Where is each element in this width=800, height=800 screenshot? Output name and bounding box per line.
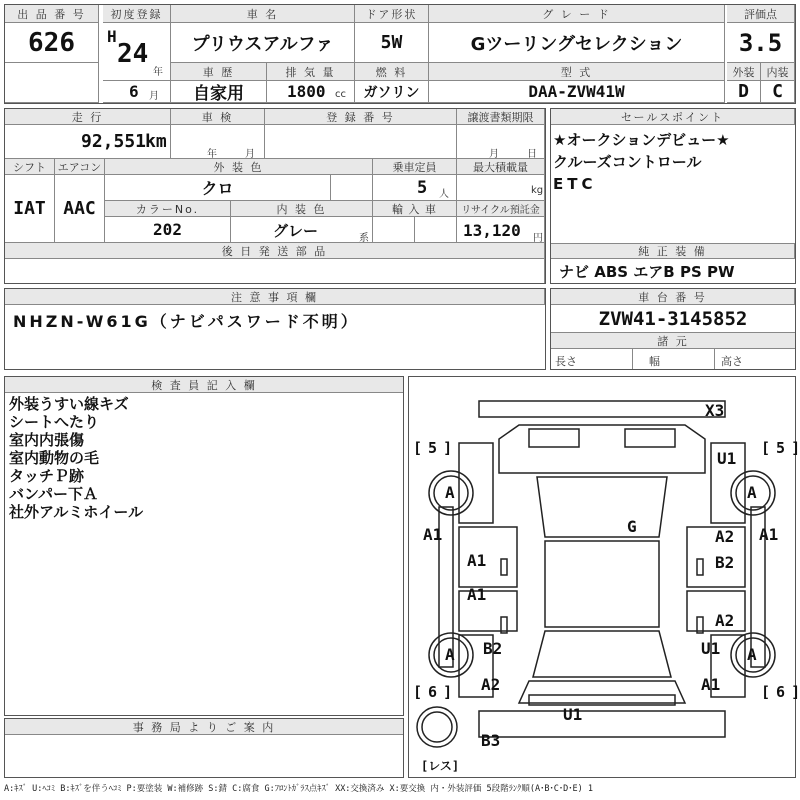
- inspector-line: シートへたり: [9, 413, 100, 431]
- grade: Gツーリングセレクション: [429, 23, 725, 63]
- tailgate-outline: [519, 681, 685, 703]
- interior-grade: C: [761, 81, 795, 103]
- rear-glass-outline: [533, 631, 671, 677]
- equipment: ナビ ABS エアB PS PW: [559, 263, 735, 281]
- spare-status: レス: [428, 759, 452, 773]
- inspection-cell: [171, 125, 265, 159]
- displacement-label: 排 気 量: [267, 63, 355, 81]
- dims-label: 諸 元: [551, 333, 795, 349]
- reg-no-label: 登 録 番 号: [265, 109, 457, 125]
- color-no: 202: [105, 217, 231, 243]
- wheel-mark-fl: A: [445, 483, 455, 502]
- later-parts-label: 後 日 発 送 部 品: [5, 243, 545, 259]
- model: DAA-ZVW41W: [429, 81, 725, 103]
- car-name-label: 車 名: [171, 5, 355, 23]
- recycle-cell: [457, 217, 545, 243]
- height-cell: [715, 349, 795, 369]
- car-name: プリウスアルファ: [171, 23, 355, 63]
- ac: AAC: [55, 175, 105, 243]
- tire-fl-bracket: [ 5 ]: [413, 439, 453, 457]
- ac-label: エアコン: [55, 159, 105, 175]
- inspector-line: 社外アルミホイール: [9, 503, 144, 521]
- import-cell-2: [415, 217, 457, 243]
- inspector-line: バンパー下Ａ: [9, 485, 98, 503]
- tire-fl: 5: [428, 439, 438, 457]
- fuel-label: 燃 料: [355, 63, 429, 81]
- right-mirror: [697, 559, 703, 575]
- chassis-number: ZVW41-3145852: [551, 305, 795, 333]
- displacement-unit: cc: [335, 89, 346, 100]
- damage-mark: A2: [481, 675, 501, 694]
- ext-color-extra: [331, 175, 373, 201]
- damage-mark: A1: [701, 675, 721, 694]
- max-load-label: 最大積載量: [457, 159, 545, 175]
- int-color-unit: 系: [359, 233, 369, 243]
- history-label: 車 歴: [171, 63, 267, 81]
- notes-label: 注 意 事 項 欄: [5, 289, 545, 305]
- damage-mark: U1: [563, 705, 583, 724]
- damage-mark: X3: [705, 401, 725, 420]
- max-load-cell: [457, 175, 545, 201]
- mileage-cell: [5, 125, 171, 159]
- damage-mark: A1: [467, 551, 487, 570]
- interior-label: 内装: [761, 63, 795, 81]
- displacement-cell: [267, 81, 355, 103]
- damage-mark: A1: [759, 525, 779, 544]
- recycle-unit: 円: [533, 233, 543, 243]
- tire-rr: 6: [776, 683, 786, 701]
- shift: IAT: [5, 175, 55, 243]
- mileage: 92,551: [81, 131, 147, 152]
- first-reg-month: 6: [129, 82, 139, 101]
- int-color-label: 内 装 色: [231, 201, 373, 217]
- legend: A:ｷｽﾞ U:ﾍｺﾐ B:ｷｽﾞを伴うﾍｺﾐ P:要塗装 W:補修跡 S:錆 C:腐食 G:ﾌﾛﾝﾄｶﾞﾗｽ点ｷｽﾞ XX:交換済み X:要交換 内・外装評価 5段階ﾗﾝｸ順(A･B･C･D･E) 1: [4, 784, 593, 794]
- width-cell: [633, 349, 715, 369]
- inspector-lines: [9, 395, 143, 521]
- sales-points-list: [553, 129, 793, 195]
- notes: NHZN-W61G（ナビパスワード不明）: [13, 312, 360, 331]
- damage-mark: B3: [481, 731, 501, 750]
- wiper-area: [529, 429, 675, 447]
- sales-points-label: セールスポイント: [551, 109, 795, 125]
- width-label: 幅: [649, 355, 660, 368]
- front-bumper-outline: [479, 401, 725, 417]
- equipment-label: 純 正 装 備: [551, 243, 795, 259]
- recycle: 13,120: [463, 221, 521, 240]
- chassis-section: [550, 288, 796, 370]
- capacity-label: 乗車定員: [373, 159, 457, 175]
- tire-fr-bracket: [ 5 ]: [761, 439, 800, 457]
- exterior-label: 外装: [727, 63, 761, 81]
- capacity: 5: [417, 178, 428, 198]
- shift-label: シフト: [5, 159, 55, 175]
- transfer-month: 月: [489, 149, 499, 159]
- windshield-outline: [537, 477, 667, 537]
- office-label: 事 務 局 よ り ご 案 内: [5, 719, 403, 735]
- first-reg-year: 24: [117, 39, 149, 69]
- damage-mark: A1: [423, 525, 443, 544]
- score-label: 評価点: [727, 5, 795, 23]
- later-parts: [5, 259, 545, 283]
- notes-section: [4, 288, 546, 370]
- lot-no-blank: [5, 63, 99, 103]
- fuel: ガソリン: [355, 81, 429, 103]
- left-mirror: [501, 559, 507, 575]
- sales-point-line: ETC: [553, 175, 597, 193]
- transfer-day: 日: [527, 149, 537, 159]
- inspector-section: [4, 376, 404, 716]
- damage-mark: A1: [467, 585, 487, 604]
- exterior-grade: D: [727, 81, 761, 103]
- ext-color: クロ: [105, 175, 331, 201]
- import-label: 輸 入 車: [373, 201, 457, 217]
- tire-rr-bracket: [ 6 ]: [761, 683, 800, 701]
- inspector-line: 外装うすい線キズ: [9, 395, 129, 413]
- sales-point-line: クルーズコントロール: [553, 153, 702, 171]
- damage-mark: U1: [717, 449, 737, 468]
- spare-tire: [417, 707, 457, 747]
- inspection-year: 年: [207, 149, 217, 159]
- height-label: 高さ: [721, 355, 743, 368]
- reg-no-cell: [265, 125, 457, 159]
- door: 5W: [355, 23, 429, 63]
- lot-no-label: 出 品 番 号: [5, 5, 99, 23]
- damage-mark: A2: [715, 527, 735, 546]
- door-label: ドア形状: [355, 5, 429, 23]
- spec-section: [4, 108, 546, 284]
- damage-mark: B2: [715, 553, 735, 572]
- damage-mark: G: [627, 517, 637, 536]
- hood-outline: [499, 425, 705, 473]
- sales-points-section: [550, 108, 796, 284]
- sales-point-line: ★オークションデビュー★: [553, 131, 730, 149]
- mileage-unit: km: [145, 131, 167, 152]
- length-label: 長さ: [555, 355, 577, 368]
- ext-color-label: 外 装 色: [105, 159, 373, 175]
- inspection-month: 月: [245, 149, 255, 159]
- header-section: [4, 4, 796, 104]
- inspection-label: 車 検: [171, 109, 265, 125]
- month-unit: 月: [149, 91, 159, 102]
- recycle-label: リサイクル預託金: [457, 201, 545, 217]
- mileage-label: 走 行: [5, 109, 171, 125]
- chassis-label: 車 台 番 号: [551, 289, 795, 305]
- capacity-cell: [373, 175, 457, 201]
- year-unit: 年: [153, 67, 163, 78]
- first-reg-label: 初度登録: [103, 5, 171, 23]
- capacity-unit: 人: [439, 189, 449, 200]
- score: 3.5: [727, 23, 795, 63]
- first-reg-year-cell: [103, 23, 171, 81]
- inspector-line: タッチＰ跡: [9, 467, 85, 485]
- wheel-mark-rr: A: [747, 645, 757, 664]
- int-color: グレー: [273, 222, 319, 240]
- inspector-line: 室内動物の毛: [9, 449, 100, 467]
- history: 自家用: [171, 81, 267, 103]
- import-cell: [373, 217, 415, 243]
- damage-diagram-section: [408, 376, 800, 778]
- rear-bumper-outline: [479, 711, 725, 737]
- grade-label: グ レ ー ド: [429, 5, 725, 23]
- inspector-line: 室内内張傷: [9, 431, 85, 449]
- wheel-mark-fr: A: [747, 483, 757, 502]
- office-section: [4, 718, 404, 778]
- model-label: 型 式: [429, 63, 725, 81]
- era: H: [107, 27, 117, 46]
- spare-bracket: [レス]: [421, 759, 460, 773]
- tire-rl-bracket: [ 6 ]: [413, 683, 453, 701]
- tire-fr: 5: [776, 439, 786, 457]
- damage-mark: A2: [715, 611, 735, 630]
- car-diagram: [409, 377, 795, 777]
- displacement: 1800: [287, 82, 326, 101]
- color-no-label: カラーNo.: [105, 201, 231, 217]
- first-reg-month-cell: [103, 81, 171, 103]
- transfer-label: 譲渡書類期限: [457, 109, 545, 125]
- inspector-label: 検 査 員 記 入 欄: [5, 377, 403, 393]
- damage-mark: U1: [701, 639, 721, 658]
- length-cell: [551, 349, 633, 369]
- damage-mark: B2: [483, 639, 503, 658]
- max-load-unit: kg: [531, 185, 544, 196]
- int-color-cell: [231, 217, 373, 243]
- tire-rl: 6: [428, 683, 438, 701]
- roof-outline: [545, 541, 659, 627]
- wheel-mark-rl: A: [445, 645, 455, 664]
- transfer-cell: [457, 125, 545, 159]
- lot-no: 626: [5, 23, 99, 63]
